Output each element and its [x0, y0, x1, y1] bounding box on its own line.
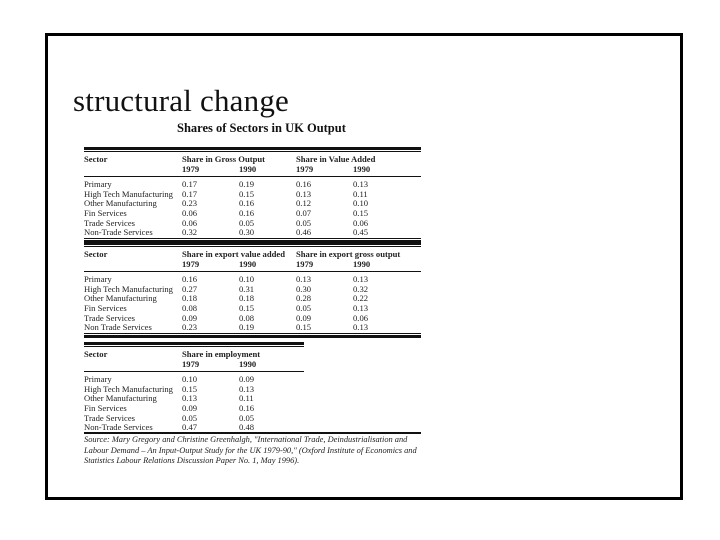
share-value: 0.12 [296, 198, 312, 209]
share-value: 0.30 [239, 227, 255, 238]
sector-name: Fin Services [84, 207, 127, 218]
share-value: 0.17 [182, 188, 198, 199]
share-value: 0.13 [353, 274, 369, 285]
share-value: 0.13 [239, 383, 255, 394]
share-value: 0.06 [353, 217, 369, 228]
table-export-shares [84, 242, 421, 338]
share-value: 0.15 [239, 302, 255, 313]
share-value: 0.13 [353, 179, 369, 190]
column-group-header: Share in employment [182, 349, 261, 359]
share-value: 0.45 [353, 227, 369, 238]
share-value: 0.15 [182, 383, 198, 394]
column-group-header: Share in export gross output [296, 249, 401, 259]
sector-name: High Tech Manufacturing [84, 383, 173, 394]
column-group-header: Share in export value added [182, 249, 285, 259]
sector-name: Other Manufacturing [84, 198, 157, 209]
column-header-year: 1990 [239, 163, 257, 174]
share-value: 0.47 [182, 422, 198, 433]
column-header-year: 1990 [239, 358, 257, 369]
share-value: 0.48 [239, 422, 255, 433]
sector-name: High Tech Manufacturing [84, 188, 173, 199]
sector-name: Non Trade Services [84, 322, 152, 333]
share-value: 0.31 [239, 283, 255, 294]
share-value: 0.09 [182, 402, 198, 413]
share-value: 0.15 [353, 207, 369, 218]
share-value: 0.46 [296, 227, 312, 238]
share-value: 0.32 [353, 283, 369, 294]
share-value: 0.11 [239, 393, 254, 404]
table-row [84, 323, 421, 333]
share-value: 0.18 [239, 293, 255, 304]
share-value: 0.13 [296, 274, 312, 285]
share-value: 0.32 [182, 227, 198, 238]
share-value: 0.10 [353, 198, 369, 209]
share-value: 0.16 [296, 179, 312, 190]
column-group-header: Share in Gross Output [182, 154, 266, 164]
column-header-year: 1979 [182, 358, 200, 369]
share-value: 0.15 [239, 188, 255, 199]
share-value: 0.13 [353, 302, 369, 313]
share-value: 0.05 [239, 217, 255, 228]
table-output-shares [84, 147, 421, 243]
share-value: 0.28 [296, 293, 312, 304]
column-header-sector: Sector [84, 249, 108, 259]
sector-name: Primary [84, 179, 112, 190]
sector-name: Fin Services [84, 302, 127, 313]
slide-title: structural change [73, 83, 289, 118]
share-value: 0.10 [182, 374, 198, 385]
share-value: 0.05 [239, 412, 255, 423]
source-citation: Source: Mary Gregory and Christine Greenhalgh, "International Trade, Deindustrialisation and Labour Demand – An Input-Output Study for the UK 1979-90," (Oxford Institute of Economics and Statistics Labour Relations Discussion Paper No. 1, May 1996). [84, 432, 421, 467]
sector-name: Fin Services [84, 402, 127, 413]
column-header-year: 1979 [182, 258, 200, 269]
share-value: 0.06 [182, 217, 198, 228]
share-value: 0.19 [239, 322, 255, 333]
sector-name: Trade Services [84, 217, 135, 228]
sector-name: Other Manufacturing [84, 393, 157, 404]
share-value: 0.10 [239, 274, 255, 285]
share-value: 0.18 [182, 293, 198, 304]
column-header-year: 1979 [296, 163, 314, 174]
column-header-year: 1990 [239, 258, 257, 269]
share-value: 0.22 [353, 293, 369, 304]
table-caption: Shares of Sectors in UK Output [177, 121, 346, 135]
share-value: 0.16 [239, 402, 255, 413]
table-employment-shares [84, 342, 304, 433]
share-value: 0.09 [239, 374, 255, 385]
sector-name: Non-Trade Services [84, 227, 153, 238]
share-value: 0.09 [182, 312, 198, 323]
share-value: 0.08 [239, 312, 255, 323]
column-header-sector: Sector [84, 349, 108, 359]
sector-name: High Tech Manufacturing [84, 283, 173, 294]
share-value: 0.27 [182, 283, 198, 294]
sector-name: Primary [84, 374, 112, 385]
share-value: 0.17 [182, 179, 198, 190]
sector-name: Trade Services [84, 412, 135, 423]
share-value: 0.05 [182, 412, 198, 423]
share-value: 0.16 [239, 207, 255, 218]
sector-name: Non-Trade Services [84, 422, 153, 433]
column-header-year: 1979 [182, 163, 200, 174]
share-value: 0.15 [296, 322, 312, 333]
share-value: 0.13 [296, 188, 312, 199]
column-header-sector: Sector [84, 154, 108, 164]
share-value: 0.06 [353, 312, 369, 323]
sector-name: Trade Services [84, 312, 135, 323]
share-value: 0.05 [296, 217, 312, 228]
share-value: 0.19 [239, 179, 255, 190]
column-header-year: 1979 [296, 258, 314, 269]
share-value: 0.23 [182, 198, 198, 209]
share-value: 0.07 [296, 207, 312, 218]
sector-name: Primary [84, 274, 112, 285]
column-header-year: 1990 [353, 163, 371, 174]
share-value: 0.23 [182, 322, 198, 333]
sector-name: Other Manufacturing [84, 293, 157, 304]
share-value: 0.13 [353, 322, 369, 333]
table-row [84, 228, 421, 238]
share-value: 0.11 [353, 188, 368, 199]
column-group-header: Share in Value Added [296, 154, 376, 164]
share-value: 0.16 [239, 198, 255, 209]
share-value: 0.06 [182, 207, 198, 218]
column-header-year: 1990 [353, 258, 371, 269]
share-value: 0.30 [296, 283, 312, 294]
share-value: 0.09 [296, 312, 312, 323]
share-value: 0.05 [296, 302, 312, 313]
share-value: 0.08 [182, 302, 198, 313]
share-value: 0.16 [182, 274, 198, 285]
share-value: 0.13 [182, 393, 198, 404]
